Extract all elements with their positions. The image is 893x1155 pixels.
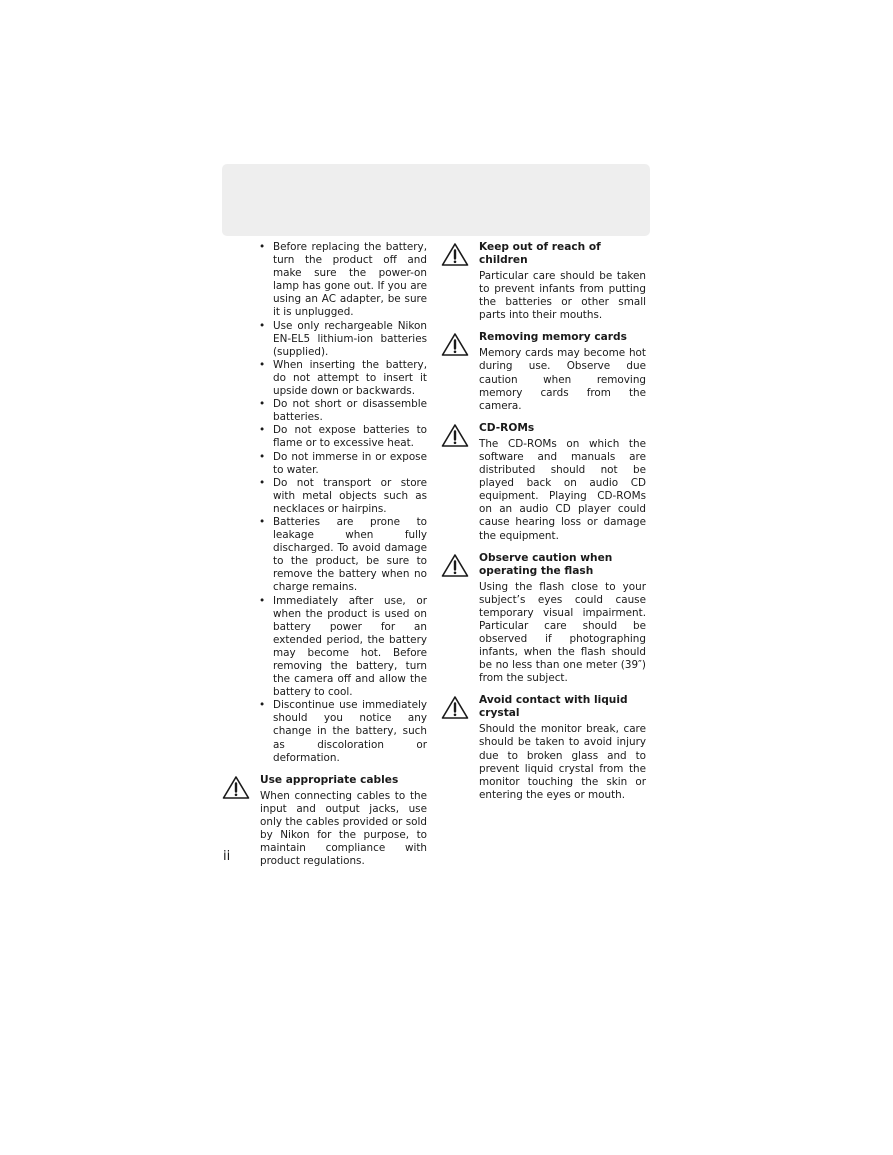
section-title: Use appropriate cables [260,773,399,786]
section-title: CD-ROMs [479,421,535,434]
list-item: • Do not expose batteries to flame or to excessive heat. [259,424,427,450]
section-liquid-crystal [441,694,646,802]
list-item: • When inserting the battery, do not attempt to insert it upside down or backwards. [259,359,427,398]
section-memory-cards [441,331,646,412]
section-title: Removing memory cards [479,331,627,344]
left-column [222,241,427,877]
section-body: Using the flash close to your subject’s eyes could cause temporary visual impairment. Particular care should be observed if photographing infants, when the flash should be no less than one meter (39″) from the subject. [479,580,646,685]
list-item: • Do not immerse in or expose to water. [259,451,427,477]
section-body: Should the monitor break, care should be taken to avoid injury due to broken glass and to prevent liquid crystal from the monitor touching the skin or entering the eyes or mouth. [479,723,646,801]
warning-triangle-icon [222,775,250,800]
header-band [222,164,650,236]
list-item: • Do not short or disassemble batteries. [259,398,427,424]
list-item: • Use only rechargeable Nikon EN-EL5 lithium-ion batteries (supplied). [259,320,427,359]
list-item: • Immediately after use, or when the product is used on battery power for an extended period, the battery may become hot. Before removing the battery, turn the camera off and allow the battery to cool. [259,595,427,700]
warning-triangle-icon [441,332,469,357]
section-children [441,241,646,322]
section-flash [441,552,646,686]
page-number: ii [223,849,231,864]
section-cables [222,774,427,869]
warning-triangle-icon [441,695,469,720]
list-item: • Before replacing the battery, turn the product off and make sure the power-on lamp has gone out. If you are using an AC adapter, be sure it is unplugged. [259,241,427,320]
warning-triangle-icon [441,553,469,578]
section-body: Memory cards may become hot during use. Observe due caution when removing memory cards from the camera. [479,347,646,412]
section-body: Particular care should be taken to prevent infants from putting the batteries or other small parts into their mouths. [479,270,646,322]
warning-triangle-icon [441,423,469,448]
list-item: • Batteries are prone to leakage when fully discharged. To avoid damage to the product, be sure to remove the battery when no charge remains. [259,516,427,595]
section-title: Keep out of reach of children [479,241,601,266]
warning-triangle-icon [441,242,469,267]
section-body: The CD-ROMs on which the software and manuals are distributed should not be played back on audio CD equipment. Playing CD-ROMs on an audio CD player could cause hearing loss or damage the equipment. [479,437,646,542]
section-title: Avoid contact with liquid crystal [479,694,628,720]
section-cd-roms [441,422,646,543]
right-column [441,241,646,811]
section-body: When connecting cables to the input and output jacks, use only the cables provided or sold by Nikon for the purpose, to maintain compliance with product regulations. [260,789,427,868]
battery-precautions-list [259,241,427,765]
section-title: Observe caution when operating the flash [479,551,613,577]
list-item: • Discontinue use immediately should you notice any change in the battery, such as discoloration or deformation. [259,699,427,764]
list-item: • Do not transport or store with metal objects such as necklaces or hairpins. [259,477,427,516]
